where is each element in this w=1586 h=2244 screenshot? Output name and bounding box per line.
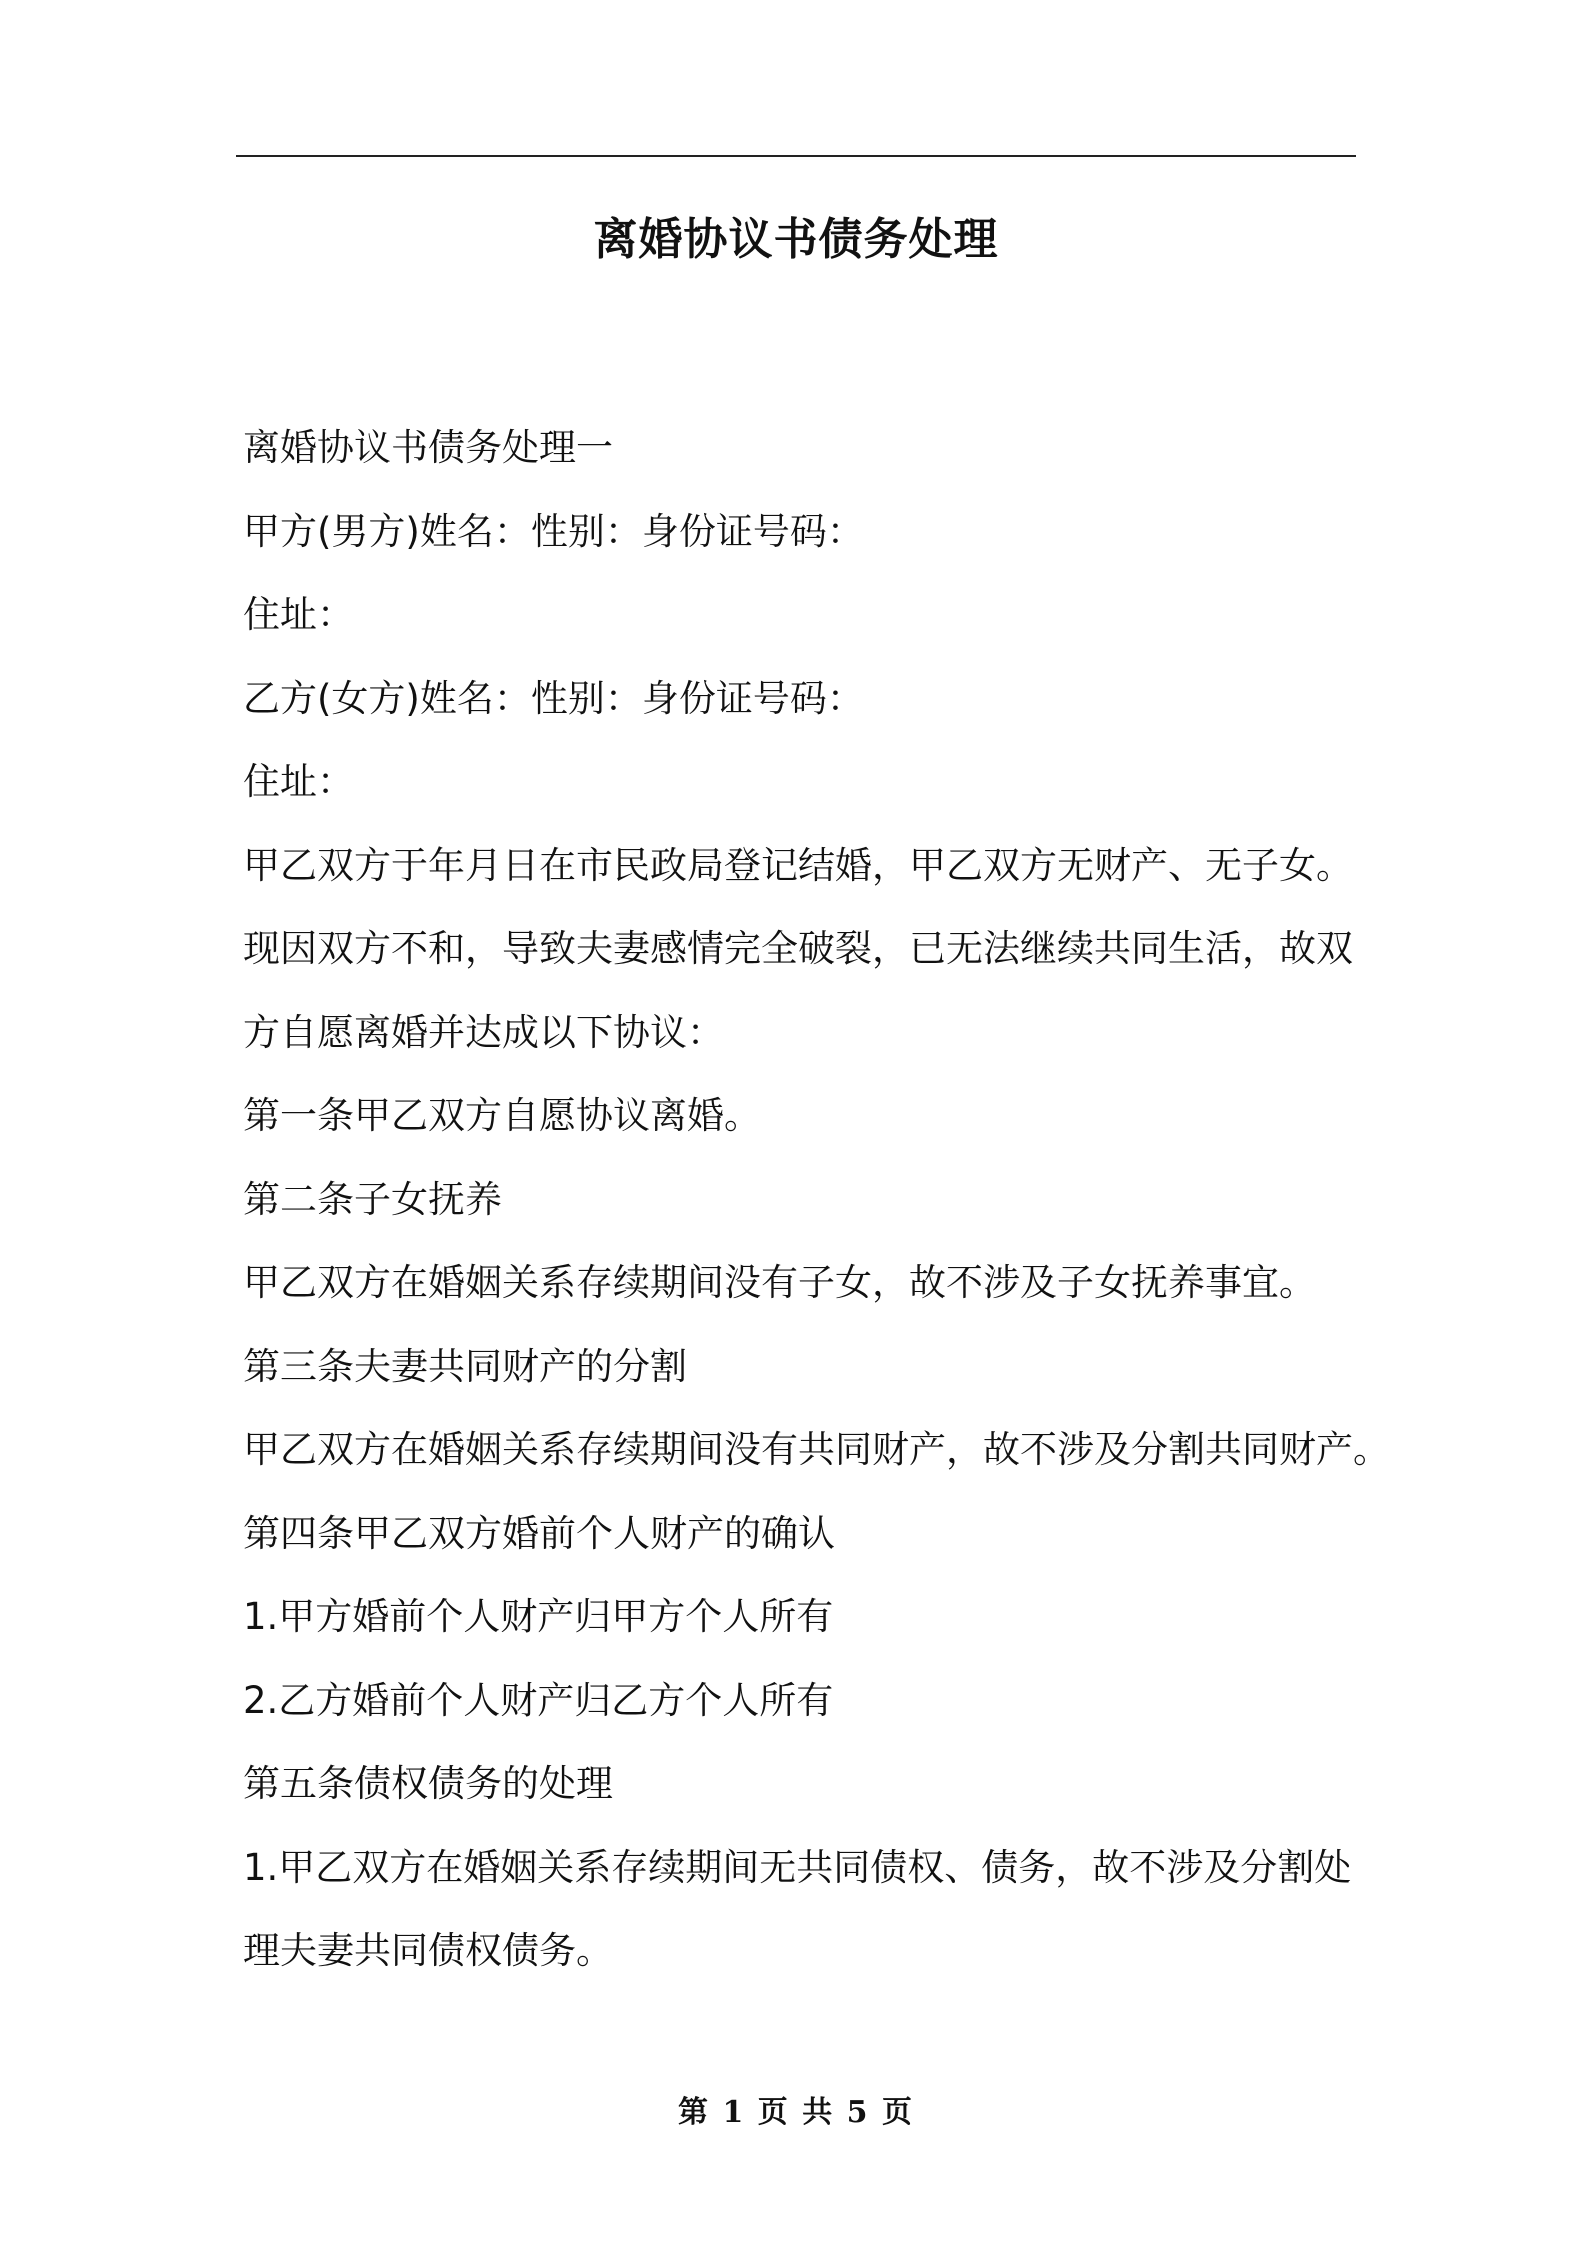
article-heading: 第一条甲乙双方自愿协议离婚。	[243, 1094, 761, 1137]
paragraph-line: 甲乙双方于年月日在市民政局登记结婚，甲乙双方无财产、无子女。	[243, 843, 1353, 887]
list-item: 2.乙方婚前个人财产归乙方个人所有	[243, 1678, 834, 1722]
paragraph-line: 方自愿离婚并达成以下协议：	[243, 1010, 724, 1054]
list-item: 1.甲方婚前个人财产归甲方个人所有	[243, 1595, 834, 1638]
paragraph-line: 现因双方不和，导致夫妻感情完全破裂，已无法继续共同生活，故双	[243, 927, 1353, 970]
article-heading: 第四条甲乙双方婚前个人财产的确认	[243, 1511, 835, 1555]
section-heading: 离婚协议书债务处理一	[243, 426, 613, 469]
article-heading: 第五条债权债务的处理	[243, 1762, 613, 1805]
party-b-info: 乙方(女方)姓名：性别：身份证号码：	[243, 676, 864, 720]
paragraph-line: 甲乙双方在婚姻关系存续期间没有共同财产，故不涉及分割共同财产。	[243, 1428, 1390, 1471]
paragraph-line: 理夫妻共同债权债务。	[243, 1929, 613, 1972]
page-number-footer: 第 1 页 共 5 页	[678, 2095, 914, 2130]
party-b-address: 住址：	[243, 760, 354, 803]
article-heading: 第二条子女抚养	[243, 1177, 502, 1221]
header-divider	[236, 155, 1356, 157]
party-a-info: 甲方(男方)姓名：性别：身份证号码：	[243, 509, 864, 553]
document-title: 离婚协议书债务处理	[593, 214, 999, 265]
document-body	[243, 406, 1390, 1993]
party-a-address: 住址：	[243, 593, 354, 636]
list-item: 1.甲乙双方在婚姻关系存续期间无共同债权、债务，故不涉及分割处	[243, 1845, 1352, 1889]
article-heading: 第三条夫妻共同财产的分割	[243, 1344, 687, 1388]
paragraph-line: 甲乙双方在婚姻关系存续期间没有子女，故不涉及子女抚养事宜。	[243, 1261, 1316, 1304]
